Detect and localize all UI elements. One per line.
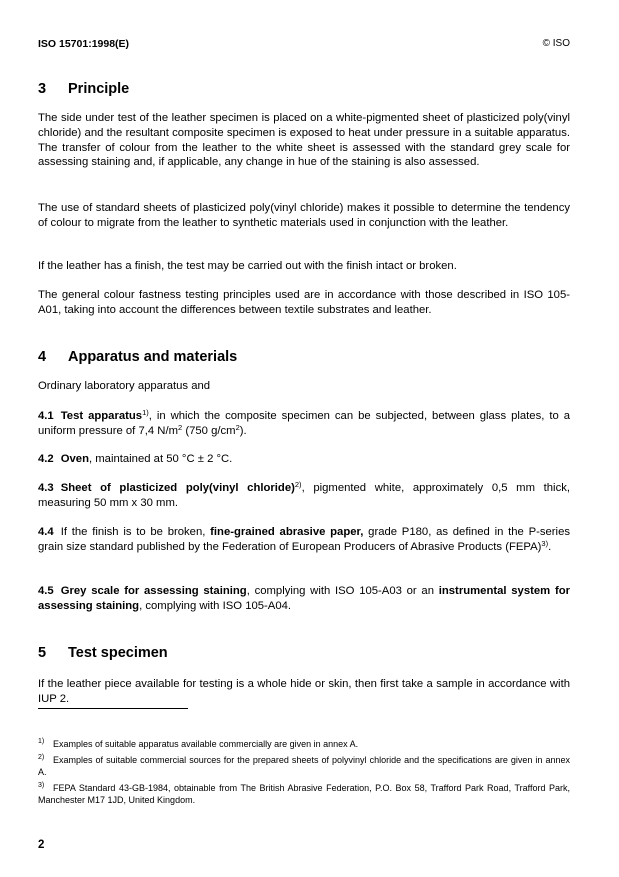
section-4-title: Apparatus and materials: [68, 349, 238, 365]
clause-4-4-post: .: [548, 540, 552, 553]
clause-4-1-text-2: (750 g/cm: [182, 424, 236, 437]
running-header-standard: ISO 15701:1998(E): [38, 38, 130, 50]
clause-4-5-text: , complying with ISO 105-A03 or an: [246, 585, 439, 597]
clause-4-5-term: Grey scale for assessing staining: [60, 585, 247, 597]
footnote-separator: [38, 708, 188, 709]
footnote-1: [38, 739, 570, 751]
section-5-title: Test specimen: [68, 645, 168, 661]
clause-4-5-term-2: instrumental system for assessing staining: [38, 585, 570, 612]
section-3-paragraph-2: The use of standard sheets of plasticized poly(vinyl chloride) makes it possible to determine the tendency of colour to migrate from the leather to synthetic materials used in conjunction with the leather.: [38, 202, 570, 229]
section-5-paragraph-1: If the leather piece available for testing is a whole hide or skin, then first take a sample in accordance with IUP 2.: [38, 678, 570, 705]
section-4-intro: Ordinary laboratory apparatus and: [38, 380, 211, 392]
clause-4-1-term: Test apparatus: [60, 410, 143, 422]
section-3-title: Principle: [68, 81, 130, 97]
footnote-2-text: Examples of suitable commercial sources for the prepared sheets of polyvinyl chloride and the specifications are given in annex A.: [38, 755, 570, 777]
clause-4-1-text-3: ).: [239, 424, 247, 437]
footnote-2-mark: 2): [38, 754, 45, 761]
clause-4-3-term: Sheet of plasticized poly(vinyl chloride): [60, 482, 295, 494]
section-3-number: 3: [38, 81, 47, 97]
clause-4-4: [38, 525, 570, 555]
clause-4-5-text-2: , complying with ISO 105-A04.: [139, 599, 292, 612]
clause-4-5-number: 4.5: [38, 585, 54, 597]
clause-4-2-term: Oven: [60, 453, 89, 465]
footnote-3-mark: 3): [38, 782, 45, 789]
footnote-3: [38, 783, 570, 806]
clause-4-1-superscript-1: 2: [178, 422, 183, 432]
running-header-copyright: © ISO: [542, 38, 570, 49]
page-number: 2: [38, 839, 45, 851]
footnote-1-mark: 1): [38, 738, 45, 745]
clause-4-1: [38, 409, 570, 439]
section-3-paragraph-1: The side under test of the leather specimen is placed on a white-pigmented sheet of plasticized poly(vinyl chloride) and the resultant composite specimen is exposed to heat under pressure in a suitable apparatus. The transfer of colour from the leather to the white sheet is assessed with the standard grey scale for assessing staining and, if applicable, any change in hue of the staining is also assessed.: [38, 112, 570, 169]
section-4-number: 4: [38, 349, 47, 365]
footnote-ref-3: 3): [541, 538, 549, 548]
section-5-number: 5: [38, 645, 47, 661]
footnote-ref-1: 1): [142, 408, 149, 417]
footnote-1-text: Examples of suitable apparatus available commercially are given in annex A.: [53, 739, 359, 749]
section-4-heading: [38, 349, 237, 365]
clause-4-2-text: , maintained at 50 °C ± 2 °C.: [88, 453, 233, 465]
clause-4-1-number: 4.1: [38, 410, 54, 422]
footnote-ref-2: 2): [294, 480, 302, 489]
clause-4-1-superscript-2: 2: [235, 422, 240, 432]
footnote-2: [38, 755, 570, 778]
clause-4-3-number: 4.3: [38, 482, 54, 494]
clause-4-1-text: , in which the composite specimen can be subjected, between glass plates, to a uniform pressure of 7,4 N/m: [38, 410, 570, 437]
clause-4-4-pre: If the finish is to be broken,: [60, 526, 211, 538]
clause-4-4-number: 4.4: [38, 526, 54, 538]
clause-4-2-number: 4.2: [38, 453, 54, 465]
clause-4-3-text: , pigmented white, approximately 0,5 mm thick, measuring 50 mm x 30 mm.: [38, 482, 571, 509]
section-5-heading: [38, 645, 168, 661]
clause-4-4-term: fine-grained abrasive paper,: [210, 526, 364, 538]
section-3-heading: [38, 81, 129, 97]
section-3-paragraph-4: The general colour fastness testing principles used are in accordance with those described in ISO 105-A01, taking into account the differences between textile substrates and leather.: [38, 289, 570, 316]
clause-4-5: [38, 584, 570, 614]
section-3-paragraph-3: If the leather has a finish, the test may be carried out with the finish intact or broken.: [38, 260, 457, 272]
footnote-3-text: FEPA Standard 43-GB-1984, obtainable from The British Abrasive Federation, P.O. Box 58, Trafford Park Road, Trafford Park, Manchester M17 1JD, United Kingdom.: [38, 783, 570, 805]
clause-4-4-text: grade P180, as defined in the P-series grain size standard published by the Federation of European Producers of Abrasive Products (FEPA): [38, 526, 570, 553]
clause-4-2: [38, 452, 570, 467]
clause-4-3: [38, 481, 570, 511]
